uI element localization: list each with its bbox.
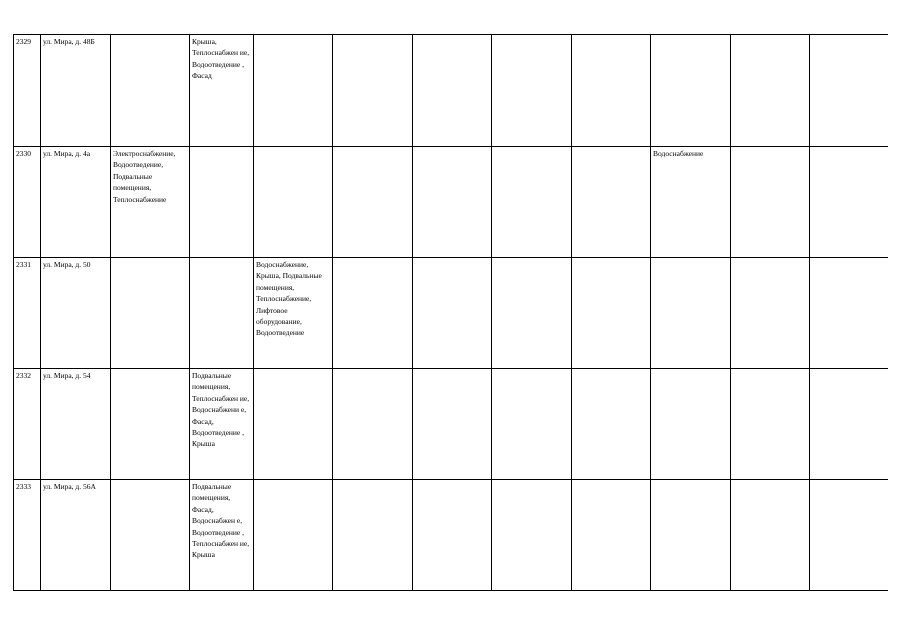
work-type-cell bbox=[111, 147, 190, 258]
work-type-cell bbox=[810, 258, 888, 369]
address-cell bbox=[41, 258, 111, 369]
work-type-cell bbox=[413, 480, 492, 591]
table-row bbox=[14, 258, 888, 369]
address-text: ул. Мира, д. 56А bbox=[43, 482, 96, 491]
work-type-cell bbox=[111, 35, 190, 147]
work-type-cell bbox=[572, 35, 651, 147]
work-type-cell bbox=[492, 480, 572, 591]
work-type-cell bbox=[190, 369, 254, 480]
work-type-cell bbox=[333, 35, 413, 147]
work-type-cell bbox=[413, 35, 492, 147]
work-type-cell bbox=[651, 480, 731, 591]
work-type-cell bbox=[333, 258, 413, 369]
row-number: 2330 bbox=[16, 149, 31, 158]
row-number-cell bbox=[14, 258, 41, 369]
work-type-cell bbox=[111, 258, 190, 369]
work-type-cell bbox=[254, 369, 333, 480]
work-type-cell bbox=[572, 369, 651, 480]
address-cell bbox=[41, 369, 111, 480]
work-type-text: Водоснабжение, Крыша, Подвальные помещения, Теплоснабжение, Лифтовое оборудование, Водоотведение bbox=[256, 260, 322, 338]
row-number: 2329 bbox=[16, 37, 31, 46]
row-number-cell bbox=[14, 369, 41, 480]
work-type-cell bbox=[333, 480, 413, 591]
work-type-cell bbox=[333, 369, 413, 480]
work-type-cell bbox=[413, 369, 492, 480]
address-cell bbox=[41, 147, 111, 258]
work-type-cell bbox=[254, 480, 333, 591]
work-type-cell bbox=[731, 258, 810, 369]
table-row bbox=[14, 480, 888, 591]
work-type-cell bbox=[190, 258, 254, 369]
row-number-cell bbox=[14, 480, 41, 591]
work-type-cell bbox=[254, 258, 333, 369]
address-text: ул. Мира, д. 48Б bbox=[43, 37, 95, 46]
work-type-cell bbox=[572, 258, 651, 369]
table-body bbox=[14, 35, 888, 591]
table-row bbox=[14, 369, 888, 480]
work-type-cell bbox=[492, 258, 572, 369]
work-type-cell bbox=[731, 480, 810, 591]
work-type-cell bbox=[651, 369, 731, 480]
row-number: 2333 bbox=[16, 482, 31, 491]
work-type-text: Подвальные помещения, Фасад, Водоснабжен е, Водоотведение , Теплоснабжен ие, Крыша bbox=[192, 482, 250, 560]
address-text: ул. Мира, д. 50 bbox=[43, 260, 91, 269]
work-type-cell bbox=[731, 369, 810, 480]
address-cell bbox=[41, 480, 111, 591]
work-type-cell bbox=[492, 369, 572, 480]
address-text: ул. Мира, д. 54 bbox=[43, 371, 91, 380]
row-number-cell bbox=[14, 147, 41, 258]
repair-schedule-table bbox=[13, 34, 888, 591]
table-row bbox=[14, 147, 888, 258]
work-type-cell bbox=[810, 35, 888, 147]
work-type-cell bbox=[190, 35, 254, 147]
work-type-cell bbox=[572, 480, 651, 591]
work-type-cell bbox=[190, 480, 254, 591]
work-type-cell bbox=[254, 147, 333, 258]
work-type-cell bbox=[651, 147, 731, 258]
work-type-cell bbox=[810, 480, 888, 591]
row-number-cell bbox=[14, 35, 41, 147]
address-text: ул. Мира, д. 4а bbox=[43, 149, 91, 158]
work-type-cell bbox=[413, 258, 492, 369]
work-type-cell bbox=[111, 369, 190, 480]
work-type-cell bbox=[810, 147, 888, 258]
work-type-cell bbox=[492, 35, 572, 147]
work-type-cell bbox=[572, 147, 651, 258]
work-type-cell bbox=[111, 480, 190, 591]
work-type-cell bbox=[810, 369, 888, 480]
work-type-text: Электроснабжение, Водоотведение, Подвальные помещения, Теплоснабжение bbox=[113, 149, 176, 204]
work-type-text: Водоснабжение bbox=[653, 149, 704, 158]
work-type-cell bbox=[254, 35, 333, 147]
work-type-text: Подвальные помещения, Теплоснабжен ие, Водоснабжени е, Фасад, Водоотведение , Крыша bbox=[192, 371, 250, 449]
table-row bbox=[14, 35, 888, 147]
work-type-cell bbox=[413, 147, 492, 258]
address-cell bbox=[41, 35, 111, 147]
row-number: 2332 bbox=[16, 371, 31, 380]
work-type-cell bbox=[333, 147, 413, 258]
work-type-cell bbox=[492, 147, 572, 258]
work-type-cell bbox=[190, 147, 254, 258]
work-type-cell bbox=[731, 35, 810, 147]
work-type-cell bbox=[731, 147, 810, 258]
work-type-cell bbox=[651, 35, 731, 147]
work-type-text: Крыша, Теплоснабжен ие, Водоотведение , Фасад bbox=[192, 37, 250, 81]
work-type-cell bbox=[651, 258, 731, 369]
row-number: 2331 bbox=[16, 260, 31, 269]
